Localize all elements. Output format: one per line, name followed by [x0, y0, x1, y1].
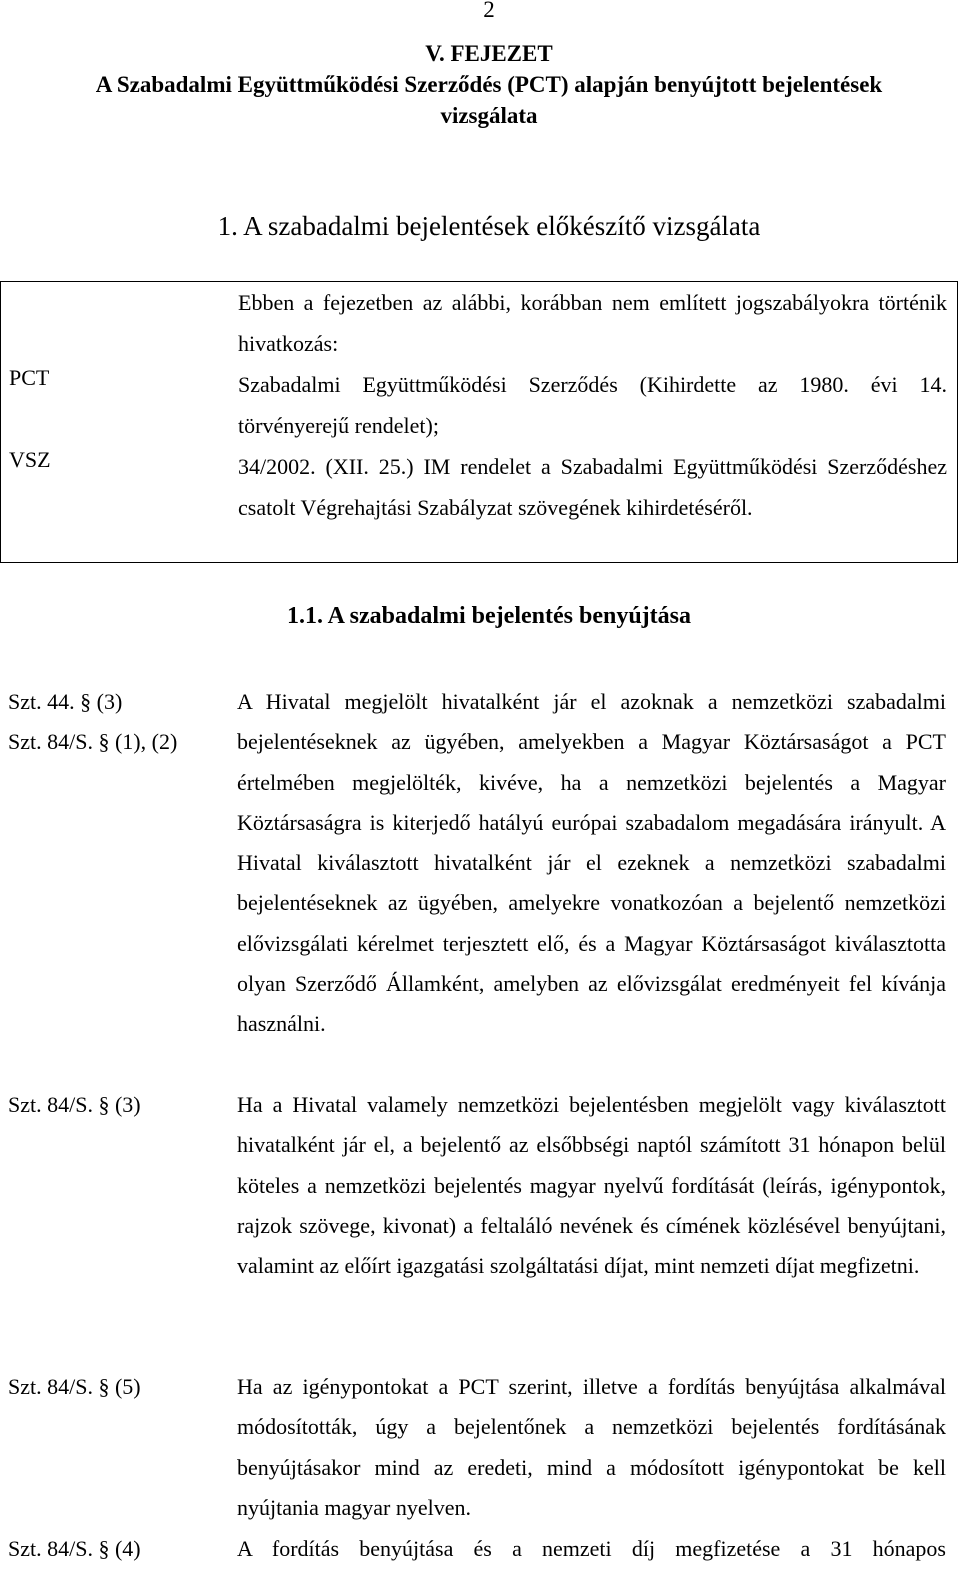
references-box	[0, 281, 958, 563]
subsection-title: 1.1. A szabadalmi bejelentés benyújtása	[286, 603, 691, 629]
chapter-label: V. FEJEZET	[425, 41, 553, 66]
margin-reference: Szt. 84/S. § (1), (2)	[8, 729, 178, 755]
margin-references	[8, 1529, 228, 1569]
chapter-title-line1: A Szabadalmi Együttműködési Szerződés (PCT) alapján benyújtott bejelentések	[95, 72, 883, 97]
margin-reference: Szt. 84/S. § (4)	[8, 1536, 141, 1561]
paragraph-text: Ha a Hivatal valamely nemzetközi bejelentésben megjelölt vagy kiválasztott hivatalként jár el, a bejelentő az elsőbbségi naptól számított 31 hónapon belül köteles a nemzetközi bejelentés magyar nyelvű fordítását (leírás, igénypontok, rajzok szövege, kivonat) a feltaláló nevének és címének közlésével benyújtani, valamint az előírt igazgatási szolgáltatási díjat, mint nemzeti díjat megfizetni.	[237, 1092, 946, 1279]
margin-reference: Szt. 44. § (3)	[8, 689, 123, 714]
paragraph-text: A Hivatal megjelölt hivatalként jár el azoknak a nemzetközi szabadalmi bejelentéseknek az ügyében, amelyekben a Magyar Köztársaságot a PCT értelmében megjelölték, kivéve, ha a nemzetközi bejelentés a Magyar Köztársaságra is kiterjedő hatályú európai szabadalom megadására irányult. A Hivatal kiválasztott hivatalként jár el ezeknek a nemzetközi szabadalmi bejelentéseknek az ügyében, amelyekre vonatkozóan a bejelentő nemzetközi elővizsgálati kérelmet terjesztett elő, és a Magyar Köztársaságot kiválasztotta olyan Szerződő Államként, amelyben az elővizsgálat eredményeit fel kívánja használni.	[237, 689, 946, 1037]
margin-references	[8, 682, 228, 763]
reference-abbr-pct: PCT	[9, 365, 50, 390]
paragraph-text: A fordítás benyújtása és a nemzeti díj megfizetése a 31 hónapos	[237, 1536, 946, 1561]
margin-reference: Szt. 84/S. § (3)	[8, 1092, 141, 1117]
paragraph-text: Ha az igénypontokat a PCT szerint, illetve a fordítás benyújtása alkalmával módosították, úgy a bejelentőnek a nemzetközi bejelentés fordításának benyújtásakor mind az eredeti, mind a módosított igénypontokat be kell nyújtania magyar nyelven.	[237, 1374, 946, 1520]
reference-text-pct: Szabadalmi Együttműködési Szerződés (Kihirdette az 1980. évi 14. törvényerejű rendelet);	[238, 372, 947, 438]
page-number: 2	[483, 0, 495, 22]
references-intro: Ebben a fejezetben az alábbi, korábban nem említett jogszabályokra történik hivatkozás:	[238, 290, 947, 356]
chapter-heading	[0, 38, 960, 131]
reference-text-vsz: 34/2002. (XII. 25.) IM rendelet a Szabadalmi Együttműködési Szerződéshez csatolt Végrehajtási Szabályzat szövegének kihirdetéséről.	[238, 454, 947, 520]
margin-references	[8, 1085, 228, 1125]
margin-reference: Szt. 84/S. § (5)	[8, 1374, 141, 1399]
chapter-title-line2: vizsgálata	[440, 103, 538, 128]
margin-references	[8, 1367, 228, 1407]
reference-abbr-vsz: VSZ	[9, 447, 51, 472]
section-title: 1. A szabadalmi bejelentések előkészítő vizsgálata	[217, 211, 761, 241]
